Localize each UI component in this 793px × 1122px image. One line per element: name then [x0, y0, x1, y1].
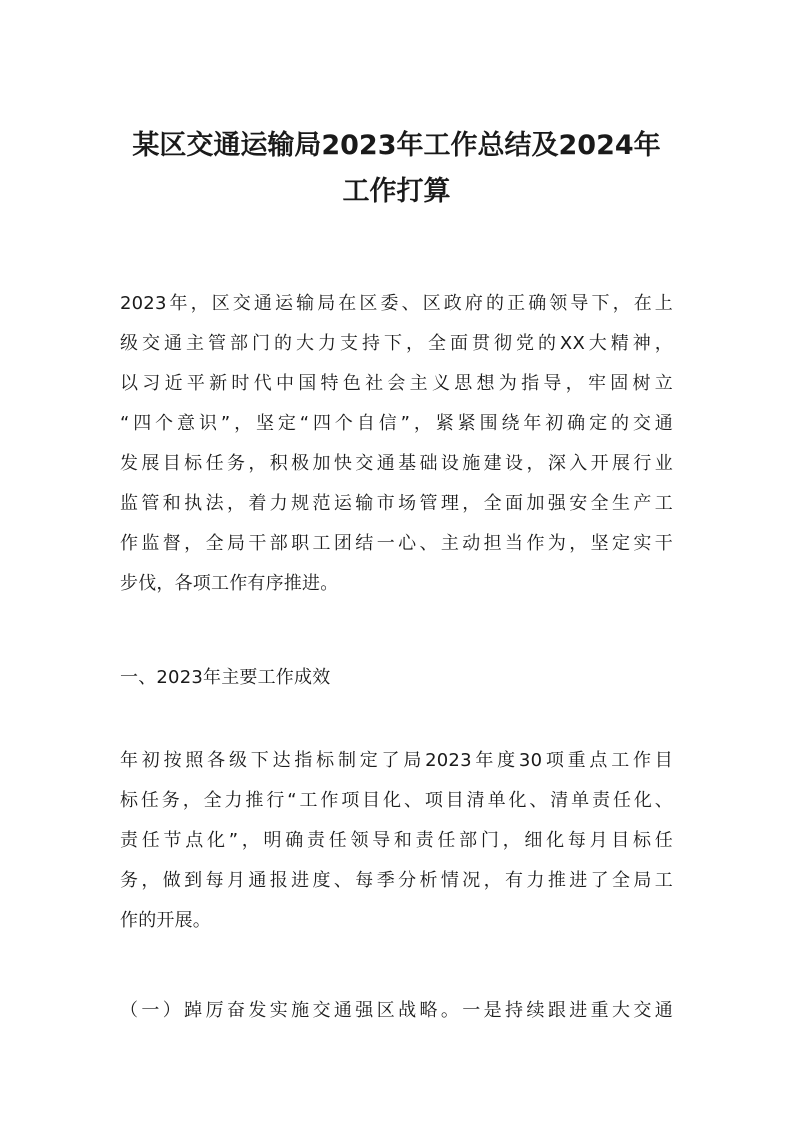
- document-title-line-1: 某区交通运输局2023年工作总结及2024年: [132, 130, 661, 161]
- paragraph-line: 监管和执法，着力规范运输市场管理，全面加强安全生产工: [120, 493, 673, 514]
- paragraph-line: 年初按照各级下达指标制定了局2023年度30项重点工作目: [120, 750, 673, 771]
- paragraph-line: 步伐，各项工作有序推进。: [120, 573, 339, 594]
- paragraph-line: 务，做到每月通报进度、每季分析情况，有力推进了全局工: [120, 870, 673, 891]
- paragraph-line: “四个意识”，坚定“四个自信”，紧紧围绕年初确定的交通: [120, 413, 673, 434]
- paragraph-line: 级交通主管部门的大力支持下，全面贯彻党的XX大精神，: [120, 333, 673, 354]
- paragraph-line: 发展目标任务，积极加快交通基础设施建设，深入开展行业: [120, 453, 673, 474]
- paragraph-line: 作监督，全局干部职工团结一心、主动担当作为，坚定实干: [120, 533, 673, 554]
- paragraph-line: 以习近平新时代中国特色社会主义思想为指导，牢固树立: [120, 373, 673, 394]
- section-heading: 一、2023年主要工作成效: [120, 667, 331, 688]
- paragraph-line: 作的开展。: [120, 910, 211, 931]
- document-title-line-2: 工作打算: [342, 176, 451, 207]
- paragraph-line: 标任务，全力推行“工作项目化、项目清单化、清单责任化、: [120, 790, 673, 811]
- paragraph-line: 2023年，区交通运输局在区委、区政府的正确领导下，在上: [120, 293, 673, 314]
- subsection-heading-line: （一）踔厉奋发实施交通强区战略。一是持续跟进重大交通: [120, 1000, 673, 1021]
- paragraph-line: 责任节点化”，明确责任领导和责任部门，细化每月目标任: [120, 830, 673, 851]
